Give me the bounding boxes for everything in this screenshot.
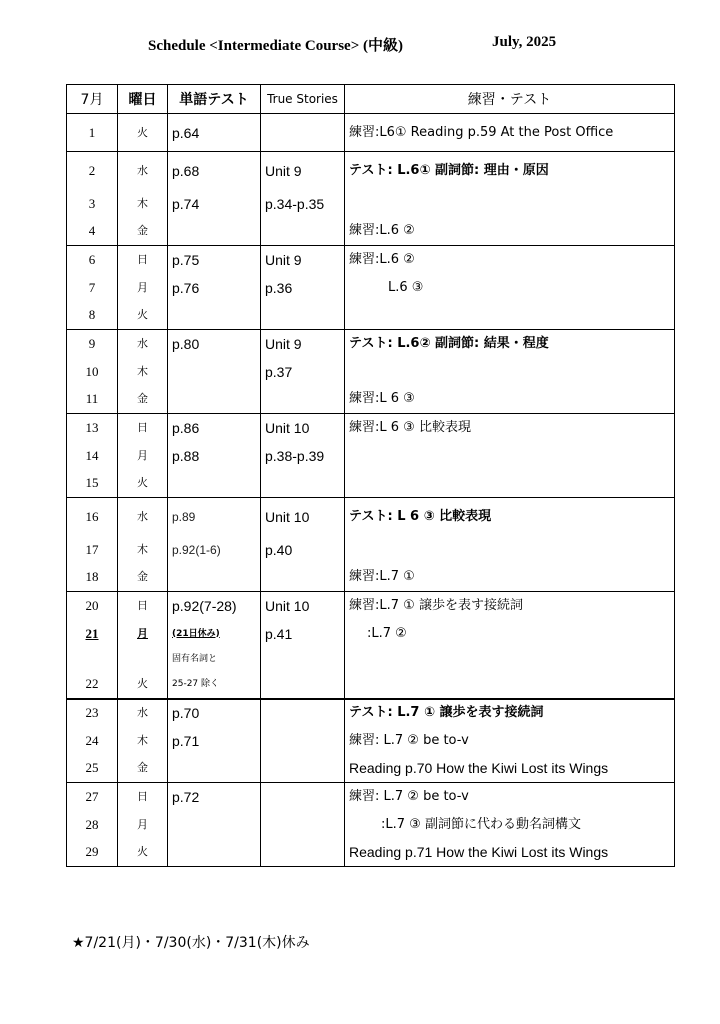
vocab-cell: p.76 <box>168 274 261 302</box>
day-cell-holiday: 21 <box>67 620 118 648</box>
table-row <box>67 498 675 536</box>
true-stories-cell <box>261 755 345 783</box>
vocab-cell: p.64 <box>168 114 261 152</box>
weekday-cell: 金 <box>118 386 168 414</box>
practice-cell: 練習:L 6 ③ <box>345 386 675 414</box>
vocab-cell: p.80 <box>168 330 261 358</box>
table-row <box>67 246 675 274</box>
vocab-cell: (21日休み) <box>168 620 261 648</box>
vocab-cell: p.86 <box>168 414 261 442</box>
day-cell: 22 <box>67 671 118 699</box>
day-cell: 20 <box>67 592 118 620</box>
true-stories-cell: p.41 <box>261 620 345 648</box>
day-cell: 29 <box>67 839 118 867</box>
vocab-cell <box>168 811 261 839</box>
weekday-cell: 水 <box>118 699 168 727</box>
weekday-cell: 木 <box>118 190 168 218</box>
weekday-cell: 日 <box>118 783 168 811</box>
practice-cell: Reading p.71 How the Kiwi Lost its Wings <box>345 839 675 867</box>
day-cell: 6 <box>67 246 118 274</box>
true-stories-cell: Unit 10 <box>261 414 345 442</box>
day-cell: 8 <box>67 302 118 330</box>
vocab-cell: p.88 <box>168 442 261 470</box>
practice-cell: テスト: L.6② 副詞節: 結果・程度 <box>345 330 675 358</box>
true-stories-cell <box>261 302 345 330</box>
true-stories-cell <box>261 648 345 671</box>
vocab-cell <box>168 218 261 246</box>
table-row <box>67 755 675 783</box>
practice-cell: :L.7 ③ 副詞節に代わる動名詞構文 <box>345 811 675 839</box>
practice-cell <box>345 671 675 699</box>
column-header-true-stories: True Stories <box>261 85 345 114</box>
true-stories-cell <box>261 218 345 246</box>
true-stories-cell: Unit 9 <box>261 152 345 190</box>
table-row <box>67 839 675 867</box>
true-stories-cell <box>261 727 345 755</box>
day-cell: 16 <box>67 498 118 536</box>
practice-cell <box>345 648 675 671</box>
weekday-cell: 金 <box>118 218 168 246</box>
weekday-cell: 水 <box>118 152 168 190</box>
practice-cell <box>345 190 675 218</box>
true-stories-cell: p.36 <box>261 274 345 302</box>
practice-cell: 練習:L.7 ① 譲歩を表す接続詞 <box>345 592 675 620</box>
true-stories-cell: Unit 10 <box>261 592 345 620</box>
practice-cell: :L.7 ② <box>345 620 675 648</box>
schedule-title: Schedule <Intermediate Course> (中級) <box>148 38 403 54</box>
true-stories-cell: p.37 <box>261 358 345 386</box>
table-row <box>67 190 675 218</box>
weekday-cell: 金 <box>118 755 168 783</box>
weekday-cell: 火 <box>118 114 168 152</box>
practice-cell <box>345 442 675 470</box>
table-row <box>67 218 675 246</box>
table-row <box>67 699 675 727</box>
practice-cell: 練習: L.7 ② be to-v <box>345 783 675 811</box>
table-row <box>67 152 675 190</box>
day-cell: 23 <box>67 699 118 727</box>
day-cell: 4 <box>67 218 118 246</box>
weekday-cell: 日 <box>118 246 168 274</box>
column-header-weekday: 曜日 <box>118 85 168 114</box>
vocab-cell <box>168 564 261 592</box>
weekday-cell: 日 <box>118 414 168 442</box>
weekday-cell: 月 <box>118 442 168 470</box>
true-stories-cell <box>261 564 345 592</box>
table-row <box>67 671 675 699</box>
vocab-cell: 固有名詞と <box>168 648 261 671</box>
true-stories-cell: Unit 10 <box>261 498 345 536</box>
weekday-cell: 水 <box>118 330 168 358</box>
table-row <box>67 414 675 442</box>
practice-cell: Reading p.70 How the Kiwi Lost its Wings <box>345 755 675 783</box>
day-cell: 18 <box>67 564 118 592</box>
practice-cell <box>345 302 675 330</box>
true-stories-cell <box>261 114 345 152</box>
weekday-cell: 木 <box>118 358 168 386</box>
table-row <box>67 727 675 755</box>
day-cell: 10 <box>67 358 118 386</box>
practice-cell: 練習:L.6 ② <box>345 246 675 274</box>
true-stories-cell: Unit 9 <box>261 246 345 274</box>
vocab-cell: p.92(7-28) <box>168 592 261 620</box>
practice-cell: 練習: L.7 ② be to-v <box>345 727 675 755</box>
practice-cell: テスト: L.6① 副詞節: 理由・原因 <box>345 152 675 190</box>
practice-cell: 練習:L.7 ① <box>345 564 675 592</box>
table-row <box>67 386 675 414</box>
day-cell: 7 <box>67 274 118 302</box>
true-stories-cell <box>261 811 345 839</box>
day-cell: 2 <box>67 152 118 190</box>
practice-cell: テスト: L.7 ① 譲歩を表す接続詞 <box>345 699 675 727</box>
true-stories-cell: Unit 9 <box>261 330 345 358</box>
weekday-cell: 月 <box>118 274 168 302</box>
true-stories-cell: p.38-p.39 <box>261 442 345 470</box>
practice-cell: テスト: L 6 ③ 比較表現 <box>345 498 675 536</box>
vocab-cell: p.89 <box>168 498 261 536</box>
vocab-cell <box>168 358 261 386</box>
weekday-cell: 火 <box>118 839 168 867</box>
true-stories-cell <box>261 783 345 811</box>
column-header-day: 7月 <box>67 85 118 114</box>
day-cell: 9 <box>67 330 118 358</box>
day-cell: 27 <box>67 783 118 811</box>
true-stories-cell: p.34-p.35 <box>261 190 345 218</box>
true-stories-cell: p.40 <box>261 536 345 564</box>
table-row <box>67 811 675 839</box>
true-stories-cell <box>261 386 345 414</box>
holiday-footnote: ★7/21(月)・7/30(水)・7/31(木)休み <box>72 935 310 951</box>
vocab-cell: p.74 <box>168 190 261 218</box>
weekday-cell: 火 <box>118 302 168 330</box>
vocab-cell <box>168 470 261 498</box>
weekday-cell: 木 <box>118 727 168 755</box>
weekday-cell: 月 <box>118 811 168 839</box>
weekday-cell: 水 <box>118 498 168 536</box>
day-cell: 17 <box>67 536 118 564</box>
vocab-cell: p.68 <box>168 152 261 190</box>
table-row <box>67 274 675 302</box>
day-cell <box>67 648 118 671</box>
day-cell: 13 <box>67 414 118 442</box>
table-row <box>67 592 675 620</box>
vocab-cell <box>168 755 261 783</box>
schedule-table <box>66 84 675 867</box>
true-stories-cell <box>261 839 345 867</box>
practice-cell: L.6 ③ <box>345 274 675 302</box>
table-row <box>67 442 675 470</box>
table-header-row <box>67 85 675 114</box>
table-row <box>67 302 675 330</box>
true-stories-cell <box>261 470 345 498</box>
table-row <box>67 470 675 498</box>
day-cell: 11 <box>67 386 118 414</box>
column-header-practice: 練習・テスト <box>345 85 675 114</box>
weekday-cell-holiday: 月 <box>118 620 168 648</box>
vocab-cell: p.70 <box>168 699 261 727</box>
vocab-cell: p.72 <box>168 783 261 811</box>
table-row <box>67 648 675 671</box>
vocab-cell: p.75 <box>168 246 261 274</box>
weekday-cell: 金 <box>118 564 168 592</box>
weekday-cell: 火 <box>118 470 168 498</box>
weekday-cell: 日 <box>118 592 168 620</box>
practice-cell: 練習:L.6 ② <box>345 218 675 246</box>
day-cell: 28 <box>67 811 118 839</box>
true-stories-cell <box>261 671 345 699</box>
day-cell: 3 <box>67 190 118 218</box>
table-row <box>67 114 675 152</box>
table-row <box>67 783 675 811</box>
practice-cell: 練習:L6① Reading p.59 At the Post Office <box>345 114 675 152</box>
day-cell: 1 <box>67 114 118 152</box>
vocab-cell: 25-27 除く <box>168 671 261 699</box>
table-row <box>67 330 675 358</box>
table-row <box>67 358 675 386</box>
weekday-cell: 木 <box>118 536 168 564</box>
vocab-cell: p.92(1-6) <box>168 536 261 564</box>
practice-cell <box>345 470 675 498</box>
table-row <box>67 536 675 564</box>
table-row <box>67 620 675 648</box>
weekday-cell <box>118 648 168 671</box>
day-cell: 25 <box>67 755 118 783</box>
true-stories-cell <box>261 699 345 727</box>
vocab-cell <box>168 302 261 330</box>
table-row <box>67 564 675 592</box>
vocab-cell <box>168 386 261 414</box>
weekday-cell: 火 <box>118 671 168 699</box>
practice-cell <box>345 536 675 564</box>
column-header-vocab: 単語テスト <box>168 85 261 114</box>
practice-cell: 練習:L 6 ③ 比較表現 <box>345 414 675 442</box>
vocab-cell <box>168 839 261 867</box>
day-cell: 14 <box>67 442 118 470</box>
day-cell: 15 <box>67 470 118 498</box>
practice-cell <box>345 358 675 386</box>
day-cell: 24 <box>67 727 118 755</box>
schedule-date: July, 2025 <box>492 34 557 50</box>
vocab-cell: p.71 <box>168 727 261 755</box>
